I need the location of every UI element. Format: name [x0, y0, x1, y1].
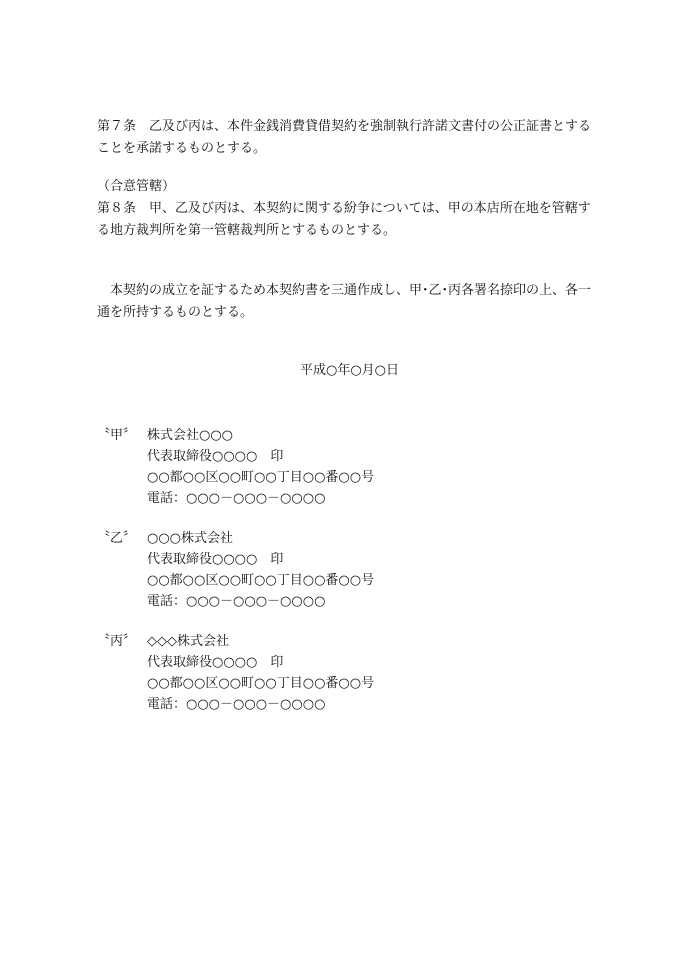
article-8-line-2: る地方裁判所を第一管轄裁判所とするものとする。: [97, 223, 397, 238]
article-8-heading: （合意管轄）: [97, 179, 176, 194]
party-b-label: 〝乙〞: [97, 531, 137, 546]
party-c-address: ○○都○○区○○町○○丁目○○番○○号: [147, 676, 375, 691]
party-c-label: 〝丙〞: [97, 634, 137, 649]
party-b-address: ○○都○○区○○町○○丁目○○番○○号: [147, 573, 375, 588]
closing-statement: [97, 280, 597, 324]
party-a-label: 〝甲〞: [97, 428, 137, 443]
article-8-line-1: 第８条 甲、乙及び丙は、本契約に関する紛争については、甲の本店所在地を管轄す: [97, 201, 591, 216]
party-a-representative: 代表取締役○○○○ 印: [147, 449, 284, 464]
party-a-company: 株式会社○○○: [147, 428, 234, 443]
closing-line-1: 本契約の成立を証するため本契約書を三通作成し、甲･乙･丙各署名捺印の上、各一: [110, 283, 592, 298]
party-c-phone: 電話：○○○－○○○－○○○○: [147, 697, 326, 712]
party-b-phone: 電話：○○○－○○○－○○○○: [147, 594, 326, 609]
article-7: [97, 116, 597, 160]
party-a-phone: 電話：○○○－○○○－○○○○: [147, 491, 326, 506]
article-8: [97, 176, 597, 242]
article-7-line-2: ことを承諾するものとする。: [97, 141, 267, 156]
party-b-company: ○○○株式会社: [147, 531, 234, 546]
party-b-representative: 代表取締役○○○○ 印: [147, 552, 284, 567]
party-c-representative: 代表取締役○○○○ 印: [147, 655, 284, 670]
article-7-line-1: 第７条 乙及び丙は、本件金銭消費貸借契約を強制執行許諾文書付の公正証書とする: [97, 119, 592, 134]
party-c-company: ◇◇◇株式会社: [147, 634, 229, 649]
closing-line-2: 通を所持するものとする。: [97, 305, 254, 320]
party-a-address: ○○都○○区○○町○○丁目○○番○○号: [147, 470, 375, 485]
contract-date: 平成○年○月○日: [300, 363, 400, 378]
